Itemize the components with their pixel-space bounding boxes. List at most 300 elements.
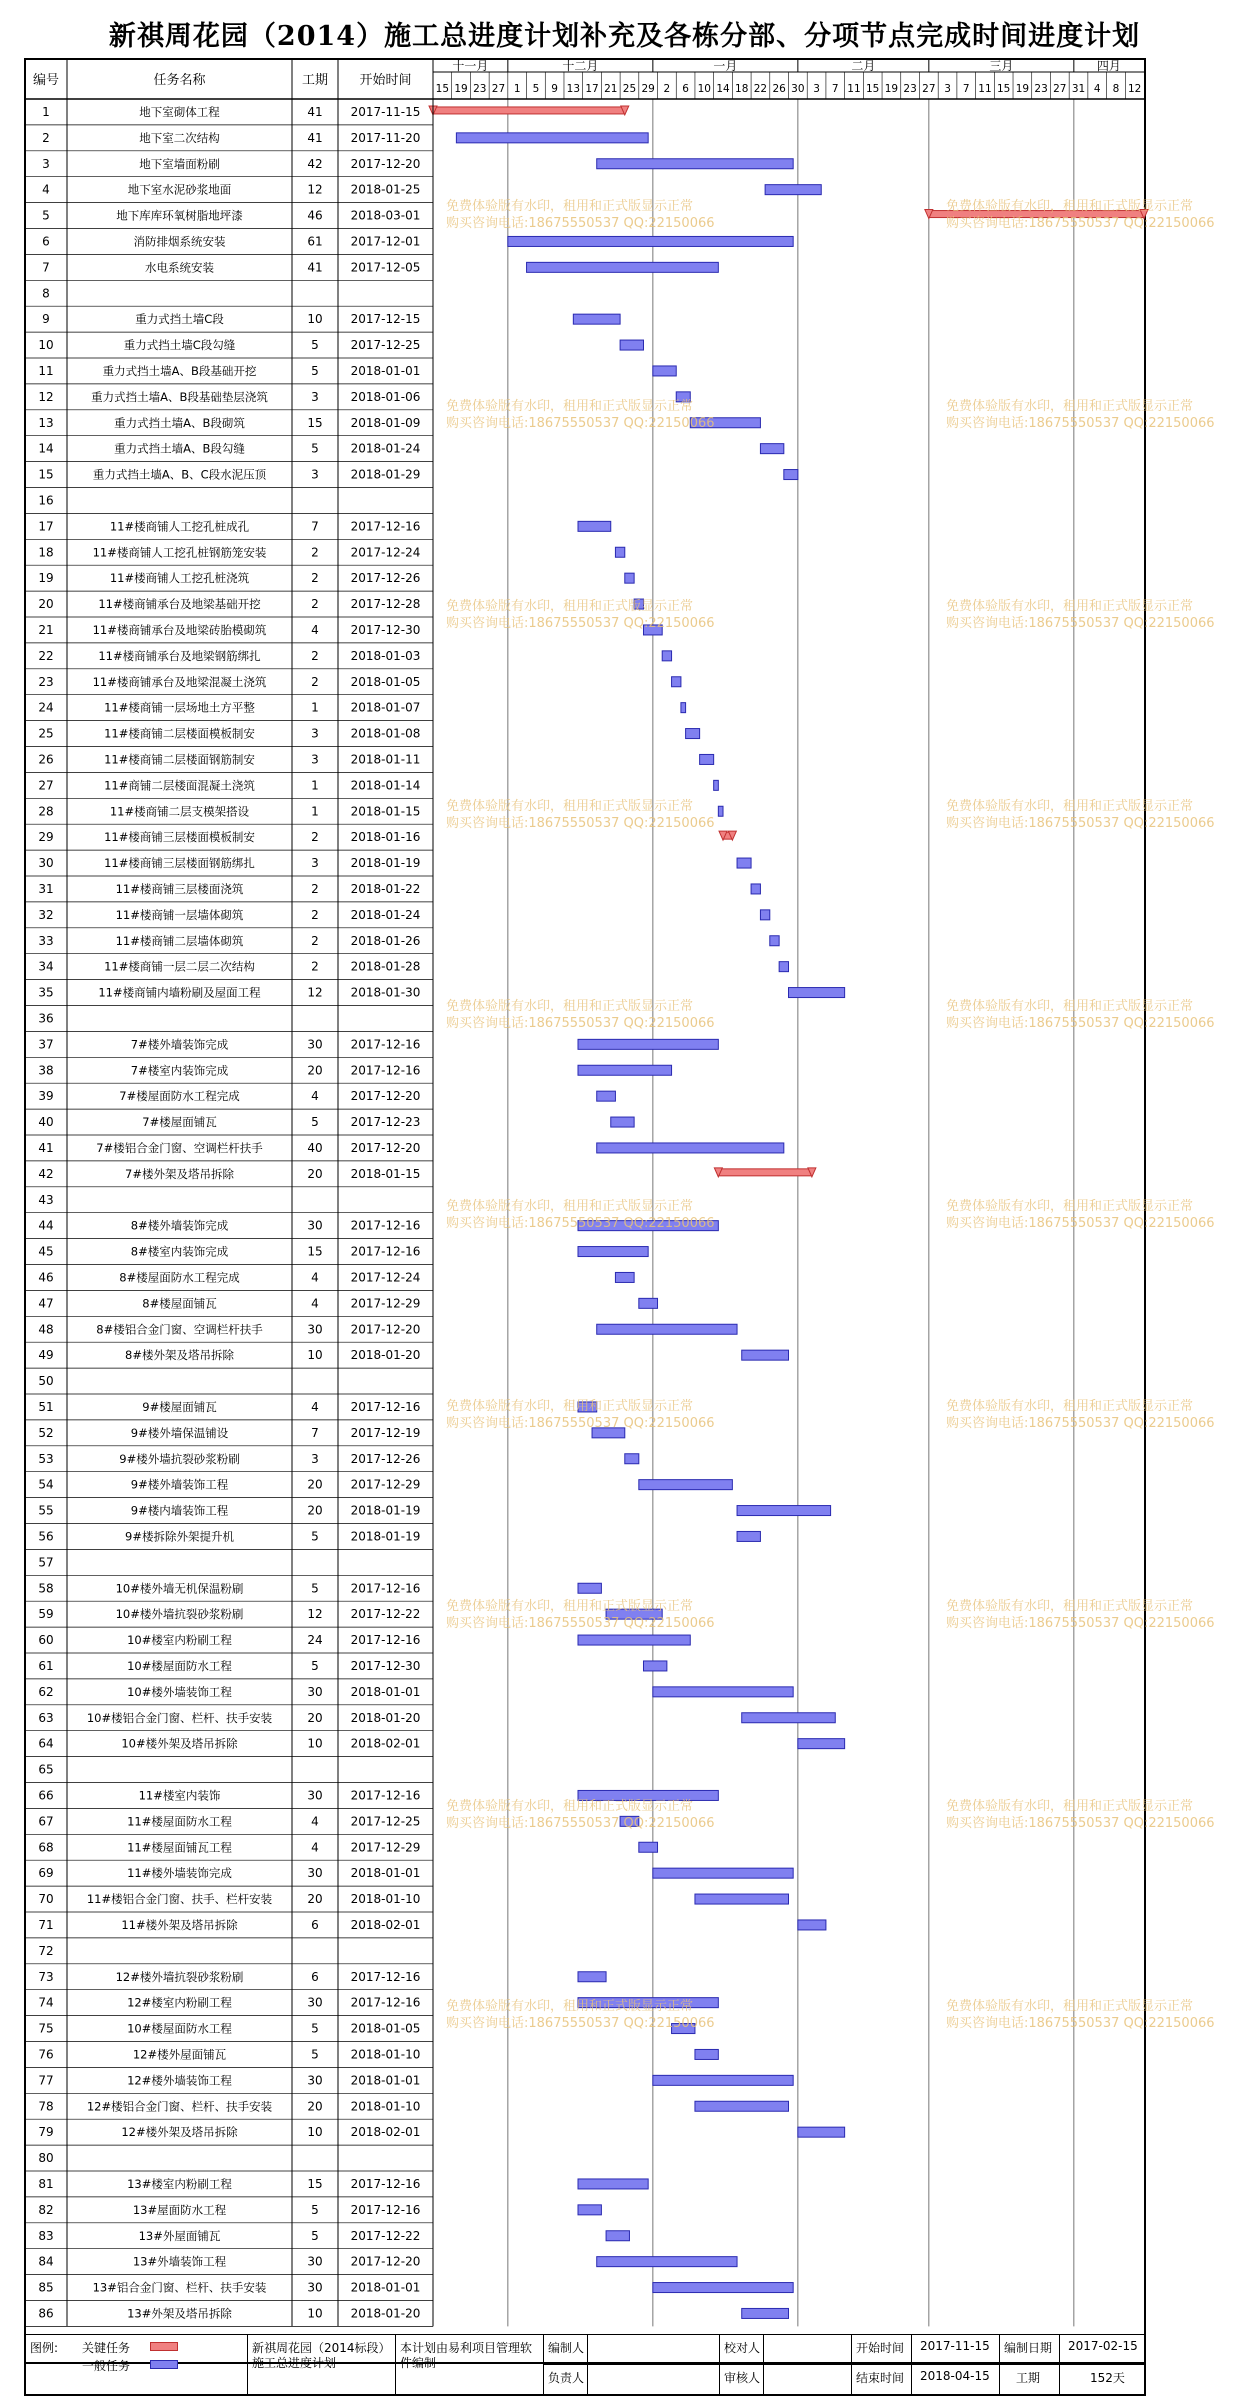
task-id: 46 <box>38 1270 54 1285</box>
task-bar <box>653 2283 793 2293</box>
task-name: 13#外架及塔吊拆除 <box>127 2306 232 2321</box>
task-bar <box>765 185 821 195</box>
task-name: 11#楼屋面铺瓦工程 <box>127 1840 232 1855</box>
task-id: 37 <box>38 1037 54 1052</box>
task-name: 10#楼外墙抗裂砂浆粉刷 <box>115 1607 244 1622</box>
task-id: 77 <box>38 2073 54 2088</box>
task-start: 2018-01-30 <box>350 985 421 1000</box>
month-label-1: 十二月 <box>562 59 599 73</box>
task-start: 2017-12-30 <box>350 1658 421 1673</box>
task-start: 2018-02-01 <box>350 1736 421 1751</box>
task-name: 11#楼商铺一层二层二次结构 <box>104 959 255 974</box>
task-bar <box>456 133 648 143</box>
task-name: 地下室墙面粉刷 <box>139 156 220 171</box>
task-name: 10#楼外墙装饰工程 <box>127 1684 232 1699</box>
task-id: 47 <box>38 1296 54 1311</box>
task-start: 2017-12-19 <box>350 1425 421 1440</box>
task-id: 39 <box>38 1089 54 1104</box>
task-name: 8#楼外墙装饰完成 <box>130 1218 229 1233</box>
task-bar <box>592 1428 625 1438</box>
task-start: 2018-01-29 <box>350 467 421 482</box>
compile-date-value: 2017-02-15 <box>1068 2339 1138 2353</box>
task-bar <box>653 2075 793 2085</box>
task-duration: 30 <box>307 2073 323 2088</box>
task-id: 75 <box>38 2021 54 2036</box>
day-label-22: 11 <box>847 83 861 95</box>
task-start: 2017-12-16 <box>350 519 421 534</box>
task-name: 11#楼铝合金门窗、扶手、栏杆安装 <box>86 1892 273 1907</box>
task-start: 2018-01-01 <box>350 363 421 378</box>
legend-normal-text: 一般任务 <box>82 2359 131 2373</box>
task-duration: 42 <box>307 156 323 171</box>
day-label-1: 19 <box>454 83 468 95</box>
task-id: 67 <box>38 1814 54 1829</box>
task-name: 9#楼屋面铺瓦 <box>142 1399 217 1414</box>
task-name: 重力式挡土墙C段勾缝 <box>123 338 236 353</box>
task-name: 11#楼商铺三层楼面浇筑 <box>115 881 244 896</box>
task-duration: 2 <box>311 959 319 974</box>
task-name: 水电系统安装 <box>145 260 214 275</box>
day-label-8: 17 <box>585 83 599 95</box>
day-label-2: 23 <box>473 83 487 95</box>
day-label-20: 3 <box>813 83 820 95</box>
task-bar <box>578 1583 601 1593</box>
task-start: 2017-12-16 <box>350 1218 421 1233</box>
task-bar <box>573 314 620 324</box>
task-duration: 24 <box>307 1633 323 1648</box>
task-id: 54 <box>38 1477 54 1492</box>
task-start: 2017-12-16 <box>350 1633 421 1648</box>
task-name: 7#楼外墙装饰完成 <box>130 1037 229 1052</box>
task-name: 11#楼商铺二层支模架搭设 <box>109 804 250 819</box>
day-label-4: 1 <box>513 83 521 95</box>
task-start: 2018-01-20 <box>350 1710 421 1725</box>
task-start: 2017-12-16 <box>350 1399 421 1414</box>
watermark-line1: 免费体验版有水印，租用和正式版显示正常 <box>946 599 1194 614</box>
watermark-line2: 购买咨询电话:18675550537 QQ:22150066 <box>446 1816 715 1831</box>
task-bar <box>578 1221 718 1231</box>
task-name: 8#楼铝合金门窗、空调栏杆扶手 <box>96 1322 263 1337</box>
task-duration: 3 <box>311 467 319 482</box>
task-bar <box>508 236 793 246</box>
day-label-28: 7 <box>962 83 970 95</box>
task-start: 2018-03-01 <box>350 208 421 223</box>
task-bar <box>578 2205 601 2215</box>
month-label-0: 十一月 <box>452 59 489 73</box>
task-id: 3 <box>42 156 50 171</box>
task-name: 7#楼屋面防水工程完成 <box>119 1089 240 1104</box>
task-name: 11#楼商铺承台及地梁砖胎模砌筑 <box>92 622 267 637</box>
task-name: 13#屋面防水工程 <box>132 2202 227 2217</box>
task-duration: 3 <box>311 856 319 871</box>
task-id: 16 <box>38 493 54 508</box>
task-duration: 30 <box>307 1866 323 1881</box>
footer-panel <box>24 2334 1146 2396</box>
task-start: 2017-12-16 <box>350 1581 421 1596</box>
task-start: 2018-01-20 <box>350 1348 421 1363</box>
task-start: 2018-01-19 <box>350 856 421 871</box>
task-start: 2018-01-01 <box>350 1866 421 1881</box>
month-label-4: 三月 <box>989 59 1014 73</box>
day-label-5: 5 <box>532 83 540 95</box>
watermark-line2: 购买咨询电话:18675550537 QQ:22150066 <box>446 2016 715 2031</box>
task-duration: 3 <box>311 389 319 404</box>
task-start: 2017-12-29 <box>350 1840 421 1855</box>
task-bar <box>611 1117 634 1127</box>
task-duration: 20 <box>307 1166 323 1181</box>
task-duration: 5 <box>311 1581 319 1596</box>
watermark-line1: 免费体验版有水印，租用和正式版显示正常 <box>946 1399 1194 1414</box>
task-name: 11#楼外架及塔吊拆除 <box>121 1917 238 1932</box>
watermark-line2: 购买咨询电话:18675550537 QQ:22150066 <box>446 1016 715 1031</box>
critical-task-bar <box>718 1169 812 1176</box>
task-id: 17 <box>38 519 54 534</box>
watermark-line2: 购买咨询电话:18675550537 QQ:22150066 <box>946 2016 1215 2031</box>
task-id: 83 <box>38 2228 54 2243</box>
watermark-line2: 购买咨询电话:18675550537 QQ:22150066 <box>946 216 1215 231</box>
task-start: 2017-12-29 <box>350 1296 421 1311</box>
task-name: 11#楼商铺承台及地梁钢筋绑扎 <box>98 648 261 663</box>
task-duration: 6 <box>311 1917 319 1932</box>
task-bar <box>718 806 723 816</box>
day-label-13: 6 <box>682 83 689 95</box>
task-bar <box>597 1143 784 1153</box>
watermark-line1: 免费体验版有水印，租用和正式版显示正常 <box>446 199 694 214</box>
task-bar <box>578 1402 597 1412</box>
watermark-line2: 购买咨询电话:18675550537 QQ:22150066 <box>946 1616 1215 1631</box>
task-duration: 20 <box>307 1063 323 1078</box>
task-name: 9#楼拆除外架提升机 <box>125 1529 234 1544</box>
task-duration: 5 <box>311 2228 319 2243</box>
task-bar <box>578 1065 672 1075</box>
task-duration: 30 <box>307 1218 323 1233</box>
day-label-34: 31 <box>1071 83 1086 95</box>
task-id: 38 <box>38 1063 54 1078</box>
task-duration: 20 <box>307 2099 323 2114</box>
task-start: 2018-01-01 <box>350 1684 421 1699</box>
task-bar <box>695 1894 789 1904</box>
task-duration: 10 <box>307 1348 323 1363</box>
task-start: 2017-11-15 <box>350 104 421 119</box>
task-id: 62 <box>38 1684 54 1699</box>
task-bar <box>643 625 662 635</box>
task-name: 9#楼外墙装饰工程 <box>130 1477 229 1492</box>
task-id: 79 <box>38 2125 54 2140</box>
task-duration: 5 <box>311 2202 319 2217</box>
day-label-16: 18 <box>735 83 749 95</box>
task-duration: 2 <box>311 907 319 922</box>
task-start: 2018-01-01 <box>350 2280 421 2295</box>
task-start: 2018-01-03 <box>350 648 421 663</box>
header-start: 开始时间 <box>359 73 412 88</box>
task-duration: 41 <box>307 130 323 145</box>
day-label-12: 2 <box>663 83 671 95</box>
task-bar <box>760 444 783 454</box>
task-bar <box>737 1531 760 1541</box>
task-duration: 1 <box>311 804 319 819</box>
task-name: 8#楼室内装饰完成 <box>130 1244 229 1259</box>
task-duration: 30 <box>307 1684 323 1699</box>
watermark-line1: 免费体验版有水印，租用和正式版显示正常 <box>446 1199 694 1214</box>
legend-normal-swatch <box>150 2360 178 2369</box>
watermark-line1: 免费体验版有水印，租用和正式版显示正常 <box>446 1999 694 2014</box>
task-duration: 1 <box>311 700 319 715</box>
task-name: 11#楼商铺承台及地梁混凝土浇筑 <box>92 674 267 689</box>
task-id: 71 <box>38 1917 54 1932</box>
task-duration: 2 <box>311 674 319 689</box>
task-name: 11#楼商铺三层楼面模板制安 <box>104 830 255 845</box>
task-id: 55 <box>38 1503 54 1518</box>
task-start: 2018-01-15 <box>350 804 421 819</box>
task-bar <box>742 1713 836 1723</box>
compile-date-label: 编制日期 <box>1004 2341 1053 2355</box>
task-start: 2018-01-05 <box>350 2021 421 2036</box>
watermark-line2: 购买咨询电话:18675550537 QQ:22150066 <box>946 1416 1215 1431</box>
task-duration: 1 <box>311 778 319 793</box>
task-bar <box>643 1661 666 1671</box>
task-bar <box>578 1247 648 1257</box>
day-label-33: 27 <box>1053 83 1067 95</box>
task-name: 重力式挡土墙C段 <box>135 312 224 327</box>
task-id: 72 <box>38 1943 54 1958</box>
task-bar <box>700 754 714 764</box>
task-bar <box>784 470 798 480</box>
task-start: 2018-01-20 <box>350 2306 421 2321</box>
day-label-26: 27 <box>922 83 936 95</box>
task-id: 35 <box>38 985 54 1000</box>
task-start: 2018-01-09 <box>350 415 421 430</box>
page-title: 新祺周花园（2014）施工总进度计划补充及各栋分部、分项节点完成时间进度计划 <box>108 21 1141 52</box>
task-duration: 15 <box>307 2176 323 2191</box>
task-id: 6 <box>42 234 50 249</box>
task-bar <box>578 521 611 531</box>
task-duration: 5 <box>311 2021 319 2036</box>
task-id: 7 <box>42 260 50 275</box>
task-name: 11#楼商铺二层墙体砌筑 <box>115 933 244 948</box>
legend-critical-text: 关键任务 <box>82 2341 131 2355</box>
watermark-line1: 免费体验版有水印，租用和正式版显示正常 <box>946 799 1194 814</box>
watermark-line1: 免费体验版有水印，租用和正式版显示正常 <box>946 399 1194 414</box>
task-id: 52 <box>38 1425 54 1440</box>
task-id: 65 <box>38 1762 54 1777</box>
end-label: 结束时间 <box>856 2371 905 2385</box>
task-name: 11#楼商铺三层楼面钢筋绑扎 <box>104 856 255 871</box>
task-id: 58 <box>38 1581 54 1596</box>
task-start: 2017-12-16 <box>350 2202 421 2217</box>
watermark-line1: 免费体验版有水印，租用和正式版显示正常 <box>446 1799 694 1814</box>
watermark-line1: 免费体验版有水印，租用和正式版显示正常 <box>946 199 1194 214</box>
task-id: 59 <box>38 1607 54 1622</box>
task-bar <box>597 2257 737 2267</box>
task-start: 2017-12-15 <box>350 312 421 327</box>
task-id: 73 <box>38 1969 54 1984</box>
task-id: 34 <box>38 959 54 974</box>
watermark-line1: 免费体验版有水印，租用和正式版显示正常 <box>946 999 1194 1014</box>
task-start: 2018-01-01 <box>350 2073 421 2088</box>
month-label-2: 一月 <box>713 59 738 73</box>
task-bar <box>578 2179 648 2189</box>
task-name: 重力式挡土墙A、B段基础垫层浇筑 <box>91 389 268 404</box>
task-duration: 30 <box>307 2280 323 2295</box>
task-bar <box>653 1868 793 1878</box>
day-label-17: 22 <box>753 83 768 95</box>
task-bar <box>597 1091 616 1101</box>
task-duration: 61 <box>307 234 323 249</box>
watermark-line1: 免费体验版有水印，租用和正式版显示正常 <box>946 1799 1194 1814</box>
task-start: 2017-12-20 <box>350 2254 421 2269</box>
task-duration: 12 <box>307 1607 323 1622</box>
task-name: 11#楼商铺内墙粉刷及屋面工程 <box>98 985 261 1000</box>
watermark-line2: 购买咨询电话:18675550537 QQ:22150066 <box>446 416 715 431</box>
project-name-cell <box>248 2335 396 2394</box>
day-label-23: 15 <box>866 83 880 95</box>
task-duration: 5 <box>311 2047 319 2062</box>
task-start: 2018-01-08 <box>350 726 421 741</box>
task-id: 20 <box>38 597 54 612</box>
task-start: 2018-01-28 <box>350 959 421 974</box>
task-duration: 4 <box>311 1814 319 1829</box>
task-name: 消防排烟系统安装 <box>133 234 226 249</box>
task-start: 2018-02-01 <box>350 1917 421 1932</box>
task-name: 7#楼外架及塔吊拆除 <box>125 1166 234 1181</box>
task-start: 2018-01-11 <box>350 752 421 767</box>
task-bar <box>578 1635 690 1645</box>
task-duration: 6 <box>311 1969 319 1984</box>
day-label-6: 9 <box>551 83 558 95</box>
task-bar <box>690 418 760 428</box>
task-name: 9#楼外墙抗裂砂浆粉刷 <box>119 1451 240 1466</box>
task-duration: 7 <box>311 1425 319 1440</box>
task-bar <box>625 1454 639 1464</box>
task-name: 10#楼铝合金门窗、栏杆、扶手安装 <box>86 1710 273 1725</box>
task-name: 13#外墙装饰工程 <box>132 2254 227 2269</box>
task-start: 2018-01-24 <box>350 441 421 456</box>
task-bar <box>527 262 719 272</box>
task-start: 2018-01-10 <box>350 2099 421 2114</box>
task-duration: 15 <box>307 1244 323 1259</box>
task-bar <box>620 340 643 350</box>
task-bar <box>779 962 788 972</box>
day-label-3: 27 <box>491 83 506 95</box>
task-name: 11#楼商铺一层墙体砌筑 <box>115 907 244 922</box>
task-start: 2017-12-05 <box>350 260 421 275</box>
watermark-line2: 购买咨询电话:18675550537 QQ:22150066 <box>946 416 1215 431</box>
task-name: 7#楼室内装饰完成 <box>130 1063 229 1078</box>
task-name: 11#楼屋面防水工程 <box>127 1814 232 1829</box>
task-bar <box>597 159 793 169</box>
task-id: 8 <box>42 286 50 301</box>
task-bar <box>789 988 845 998</box>
task-duration: 30 <box>307 1788 323 1803</box>
task-name: 11#楼商铺承台及地梁基础开挖 <box>98 597 261 612</box>
task-bar <box>742 1350 789 1360</box>
task-id: 45 <box>38 1244 54 1259</box>
watermark-line1: 免费体验版有水印，租用和正式版显示正常 <box>946 1999 1194 2014</box>
task-name: 7#楼铝合金门窗、空调栏杆扶手 <box>96 1140 263 1155</box>
task-duration: 40 <box>307 1140 323 1155</box>
day-label-30: 15 <box>996 83 1011 95</box>
task-duration: 10 <box>307 1736 323 1751</box>
task-name: 11#楼外墙装饰完成 <box>127 1866 232 1881</box>
task-bar <box>578 1972 606 1982</box>
task-duration: 30 <box>307 1322 323 1337</box>
task-start: 2018-01-16 <box>350 830 421 845</box>
task-id: 81 <box>38 2176 54 2191</box>
task-start: 2018-02-01 <box>350 2125 421 2140</box>
task-name: 13#外屋面铺瓦 <box>138 2228 221 2243</box>
task-start: 2017-12-26 <box>350 1451 421 1466</box>
task-start: 2018-01-05 <box>350 674 421 689</box>
task-bar <box>653 1687 793 1697</box>
task-name: 地下库库环氧树脂地坪漆 <box>116 208 243 223</box>
task-id: 12 <box>38 389 54 404</box>
day-label-0: 15 <box>435 83 450 95</box>
task-duration: 4 <box>311 1089 319 1104</box>
month-label-5: 四月 <box>1096 59 1121 73</box>
task-name: 9#楼内墙装饰工程 <box>130 1503 229 1518</box>
task-duration: 20 <box>307 1710 323 1725</box>
footer-project-name: 新祺周花园（2014标段）施工总进度计划 <box>252 2341 385 2370</box>
task-bar <box>639 1298 658 1308</box>
day-label-25: 23 <box>903 83 917 95</box>
day-label-29: 11 <box>978 83 992 95</box>
end-value: 2018-04-15 <box>920 2369 990 2383</box>
day-label-18: 26 <box>772 83 786 95</box>
task-start: 2018-01-10 <box>350 1892 421 1907</box>
task-name: 9#楼外墙保温铺设 <box>130 1425 229 1440</box>
task-id: 26 <box>38 752 54 767</box>
task-id: 84 <box>38 2254 54 2269</box>
task-duration: 10 <box>307 312 323 327</box>
task-id: 85 <box>38 2280 54 2295</box>
task-id: 30 <box>38 856 54 871</box>
watermark-line2: 购买咨询电话:18675550537 QQ:22150066 <box>446 1616 715 1631</box>
task-start: 2017-12-25 <box>350 338 421 353</box>
task-name: 地下室砌体工程 <box>139 104 220 119</box>
owner-label: 负责人 <box>548 2371 585 2385</box>
task-id: 11 <box>38 363 54 378</box>
task-id: 82 <box>38 2202 54 2217</box>
duration-value: 152天 <box>1090 2371 1125 2385</box>
watermark-line2: 购买咨询电话:18675550537 QQ:22150066 <box>946 1216 1215 1231</box>
task-id: 76 <box>38 2047 54 2062</box>
task-start: 2017-12-23 <box>350 1115 421 1130</box>
task-bar <box>662 651 671 661</box>
task-id: 44 <box>38 1218 54 1233</box>
header-duration: 工期 <box>301 73 329 88</box>
task-id: 23 <box>38 674 54 689</box>
task-start: 2017-12-30 <box>350 622 421 637</box>
task-name: 13#楼室内粉刷工程 <box>127 2176 232 2191</box>
task-start: 2018-01-26 <box>350 933 421 948</box>
task-duration: 20 <box>307 1892 323 1907</box>
day-label-21: 7 <box>831 83 839 95</box>
legend-label: 图例: <box>30 2341 59 2355</box>
task-id: 50 <box>38 1374 54 1389</box>
watermark-line1: 免费体验版有水印，租用和正式版显示正常 <box>446 1599 694 1614</box>
task-id: 66 <box>38 1788 54 1803</box>
task-start: 2018-01-24 <box>350 907 421 922</box>
task-name: 12#楼外墙装饰工程 <box>127 2073 232 2088</box>
task-bar <box>606 1609 662 1619</box>
task-id: 41 <box>38 1140 54 1155</box>
task-bar <box>695 2049 718 2059</box>
task-bar <box>798 2127 845 2137</box>
task-bar <box>681 703 686 713</box>
watermark-line2: 购买咨询电话:18675550537 QQ:22150066 <box>946 1816 1215 1831</box>
task-duration: 5 <box>311 338 319 353</box>
day-label-27: 3 <box>944 83 951 95</box>
